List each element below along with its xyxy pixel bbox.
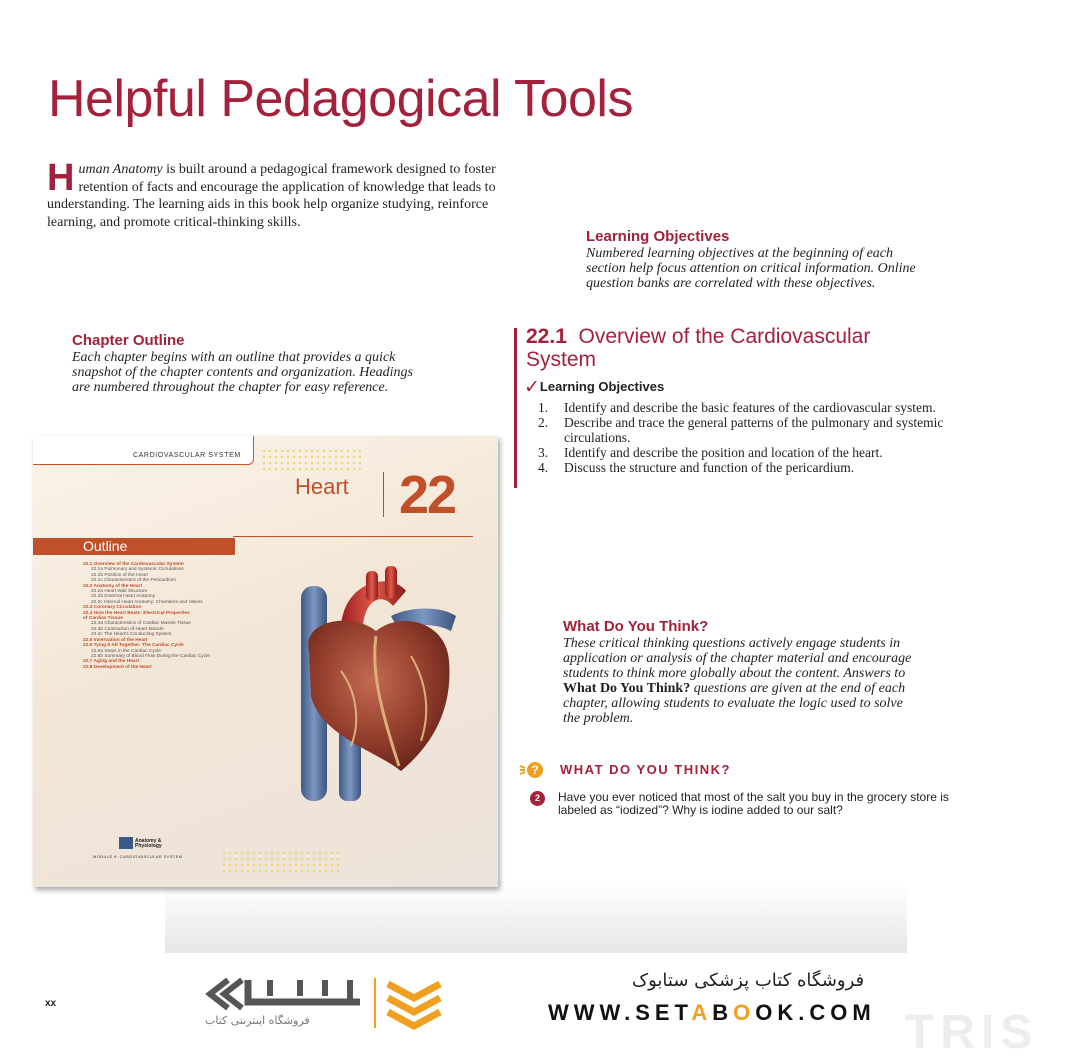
objective-text: Identify and describe the basic features of the cardiovascular system.: [564, 400, 936, 415]
url-part: B: [712, 1000, 734, 1025]
outline-entry: 22.3 Coronary Circulation: [83, 605, 142, 611]
chapter-tab: [33, 436, 254, 465]
chapter-outline-list: [83, 562, 283, 670]
objective-item: [538, 445, 968, 460]
wdyt-question-text: Have you ever noticed that most of the salt you buy in the grocery store is labeled as “iodized”? Why is iodine added to our salt?: [558, 790, 949, 817]
outline-entry: 22.1 Overview of the Cardiovascular System: [83, 562, 184, 567]
outline-entry: 22.1a Pulmonary and Systemic Circulations: [91, 567, 184, 573]
website-url[interactable]: [548, 1000, 876, 1026]
callout-text-bold: What Do You Think?: [563, 681, 691, 696]
objective-number: 4.: [538, 460, 549, 475]
ghost-watermark: TRIS: [905, 1006, 1039, 1059]
outline-entry: 22.5 Innervation of the Heart: [83, 637, 148, 643]
wdyt-sample-heading-text: WHAT DO YOU THINK?: [560, 762, 731, 777]
outline-entry: 22.4 How the Heart Beats: Electrical Properties: [83, 610, 190, 616]
brand-tagline: فروشگاه اینترنتی کتاب: [205, 1014, 310, 1027]
outline-entry: 22.2b External Heart Anatomy: [91, 594, 155, 600]
chapter-outline-callout: [72, 332, 432, 395]
outline-entry: 22.6a Steps in the Cardiac Cycle: [91, 648, 161, 654]
svg-text:Anatomy &: Anatomy &: [135, 838, 162, 844]
outline-entry: 22.2a Heart Wall Structure: [91, 589, 148, 595]
callout-text-b: questions are given at the end of each chapter, allowing students to evaluate the logic used to solve the problem.: [563, 681, 906, 726]
decorative-dots: [221, 850, 341, 874]
section-accent-line: [514, 328, 517, 488]
svg-text:Physiology: Physiology: [135, 843, 162, 849]
what-do-you-think-callout: [563, 618, 913, 726]
callout-text: Each chapter begins with an outline that provides a quick snapshot of the chapter contents and organization. Headings are numbered throughout the chapter for easy reference.: [72, 350, 413, 395]
learning-objectives-heading: [524, 376, 664, 399]
anatomy-revealed-logo: [119, 836, 179, 855]
objective-item: [538, 400, 968, 415]
outline-entry: of Cardiac Tissue: [83, 616, 123, 622]
objective-item: [538, 415, 968, 445]
section-number: 22.1: [526, 325, 567, 348]
outline-label: Outline: [83, 538, 128, 554]
decorative-dots: [261, 448, 361, 474]
url-part: OK.COM: [755, 1000, 876, 1025]
callout-heading: Chapter Outline: [72, 332, 185, 349]
outline-entry: 22.1c Characteristics of the Pericardium: [91, 578, 177, 584]
outline-bar: [33, 538, 235, 555]
outline-entry: 22.8 Development of the Heart: [83, 664, 152, 670]
section-title: Overview of the Cardiovascular System: [526, 325, 871, 371]
drop-cap: H: [47, 157, 75, 199]
page-title: Helpful Pedagogical Tools: [48, 70, 633, 128]
outline-entry: 22.4c The Heart's Conducting System: [91, 632, 172, 638]
objective-text: Identify and describe the position and location of the heart.: [564, 445, 883, 460]
store-title: فروشگاه کتاب پزشکی ستابوک: [632, 970, 865, 991]
title-divider: [383, 472, 384, 517]
url-accent: O: [733, 1000, 756, 1025]
objective-number: 3.: [538, 445, 549, 460]
objective-number: 1.: [538, 400, 549, 415]
url-part: WWW.SET: [548, 1000, 692, 1025]
outline-entry: 22.7 Aging and the Heart: [83, 659, 140, 665]
callout-text: [563, 636, 913, 726]
objective-text: Describe and trace the general patterns of the pulmonary and systemic circulations.: [564, 415, 944, 445]
chapter-title: Heart: [295, 474, 349, 499]
module-label: MODULE 9: CARDIOVASCULAR SYSTEM: [93, 854, 183, 859]
url-accent: A: [691, 1000, 713, 1025]
callout-heading: What Do You Think?: [563, 618, 709, 635]
page-number: xx: [45, 998, 57, 1009]
learning-objectives-label: Learning Objectives: [539, 379, 665, 394]
wdyt-sample-heading: [520, 762, 731, 777]
outline-entry: 22.6 Tying It All Together: The Cardiac Cycle: [83, 643, 184, 649]
outline-entry: 22.6b Summary of Blood Flow During the Cardiac Cycle: [91, 653, 210, 659]
page-shadow-strip: [165, 885, 907, 953]
chapter-number: 22: [399, 465, 456, 525]
objective-text: Discuss the structure and function of the pericardium.: [564, 460, 855, 475]
outline-entry: 22.2 Anatomy of the Heart: [83, 583, 142, 589]
outline-rule: [233, 536, 473, 537]
outline-entry: 22.1b Position of the Heart: [91, 572, 148, 578]
intro-italic-lead: uman Anatomy: [78, 162, 163, 177]
learning-objectives-list: [538, 400, 968, 475]
callout-text-a: These critical thinking questions actively engage students in application or analysis of the chapter material and encourage students to think more globally about the content. Answers to: [563, 636, 912, 681]
intro-text: is built around a pedagogical framework designed to foster retention of facts and encourage the application of knowledge that leads to understanding. The learning aids in this book help organize studying, reinforce learning, and promote critical-thinking skills.: [47, 162, 496, 230]
svg-text:?: ?: [531, 763, 539, 777]
learning-objectives-callout: [586, 228, 926, 291]
checkmark-icon: ✓: [524, 377, 540, 398]
outline-entry: 22.4a Characteristics of Cardiac Muscle Tissue: [91, 621, 191, 627]
heart-illustration: [281, 561, 481, 806]
question-number-badge: 2: [530, 791, 545, 806]
section-heading: [526, 325, 946, 371]
chapter-opener-page: [33, 436, 498, 887]
chapter-tab-label: CARDIOVASCULAR SYSTEM: [133, 452, 241, 459]
outline-entry: 22.2c Internal Heart Anatomy: Chambers and Valves: [91, 599, 203, 605]
objective-item: [538, 460, 968, 475]
logo-icon: [119, 836, 179, 850]
callout-heading: Learning Objectives: [586, 228, 730, 245]
callout-text: Numbered learning objectives at the beginning of each section help focus attention on critical information. Online question banks are correlated with these objectives.: [586, 246, 916, 291]
intro-paragraph: [47, 157, 527, 231]
objective-number: 2.: [538, 415, 549, 430]
outline-entry: 22.4b Contraction of Heart Muscle: [91, 626, 164, 632]
